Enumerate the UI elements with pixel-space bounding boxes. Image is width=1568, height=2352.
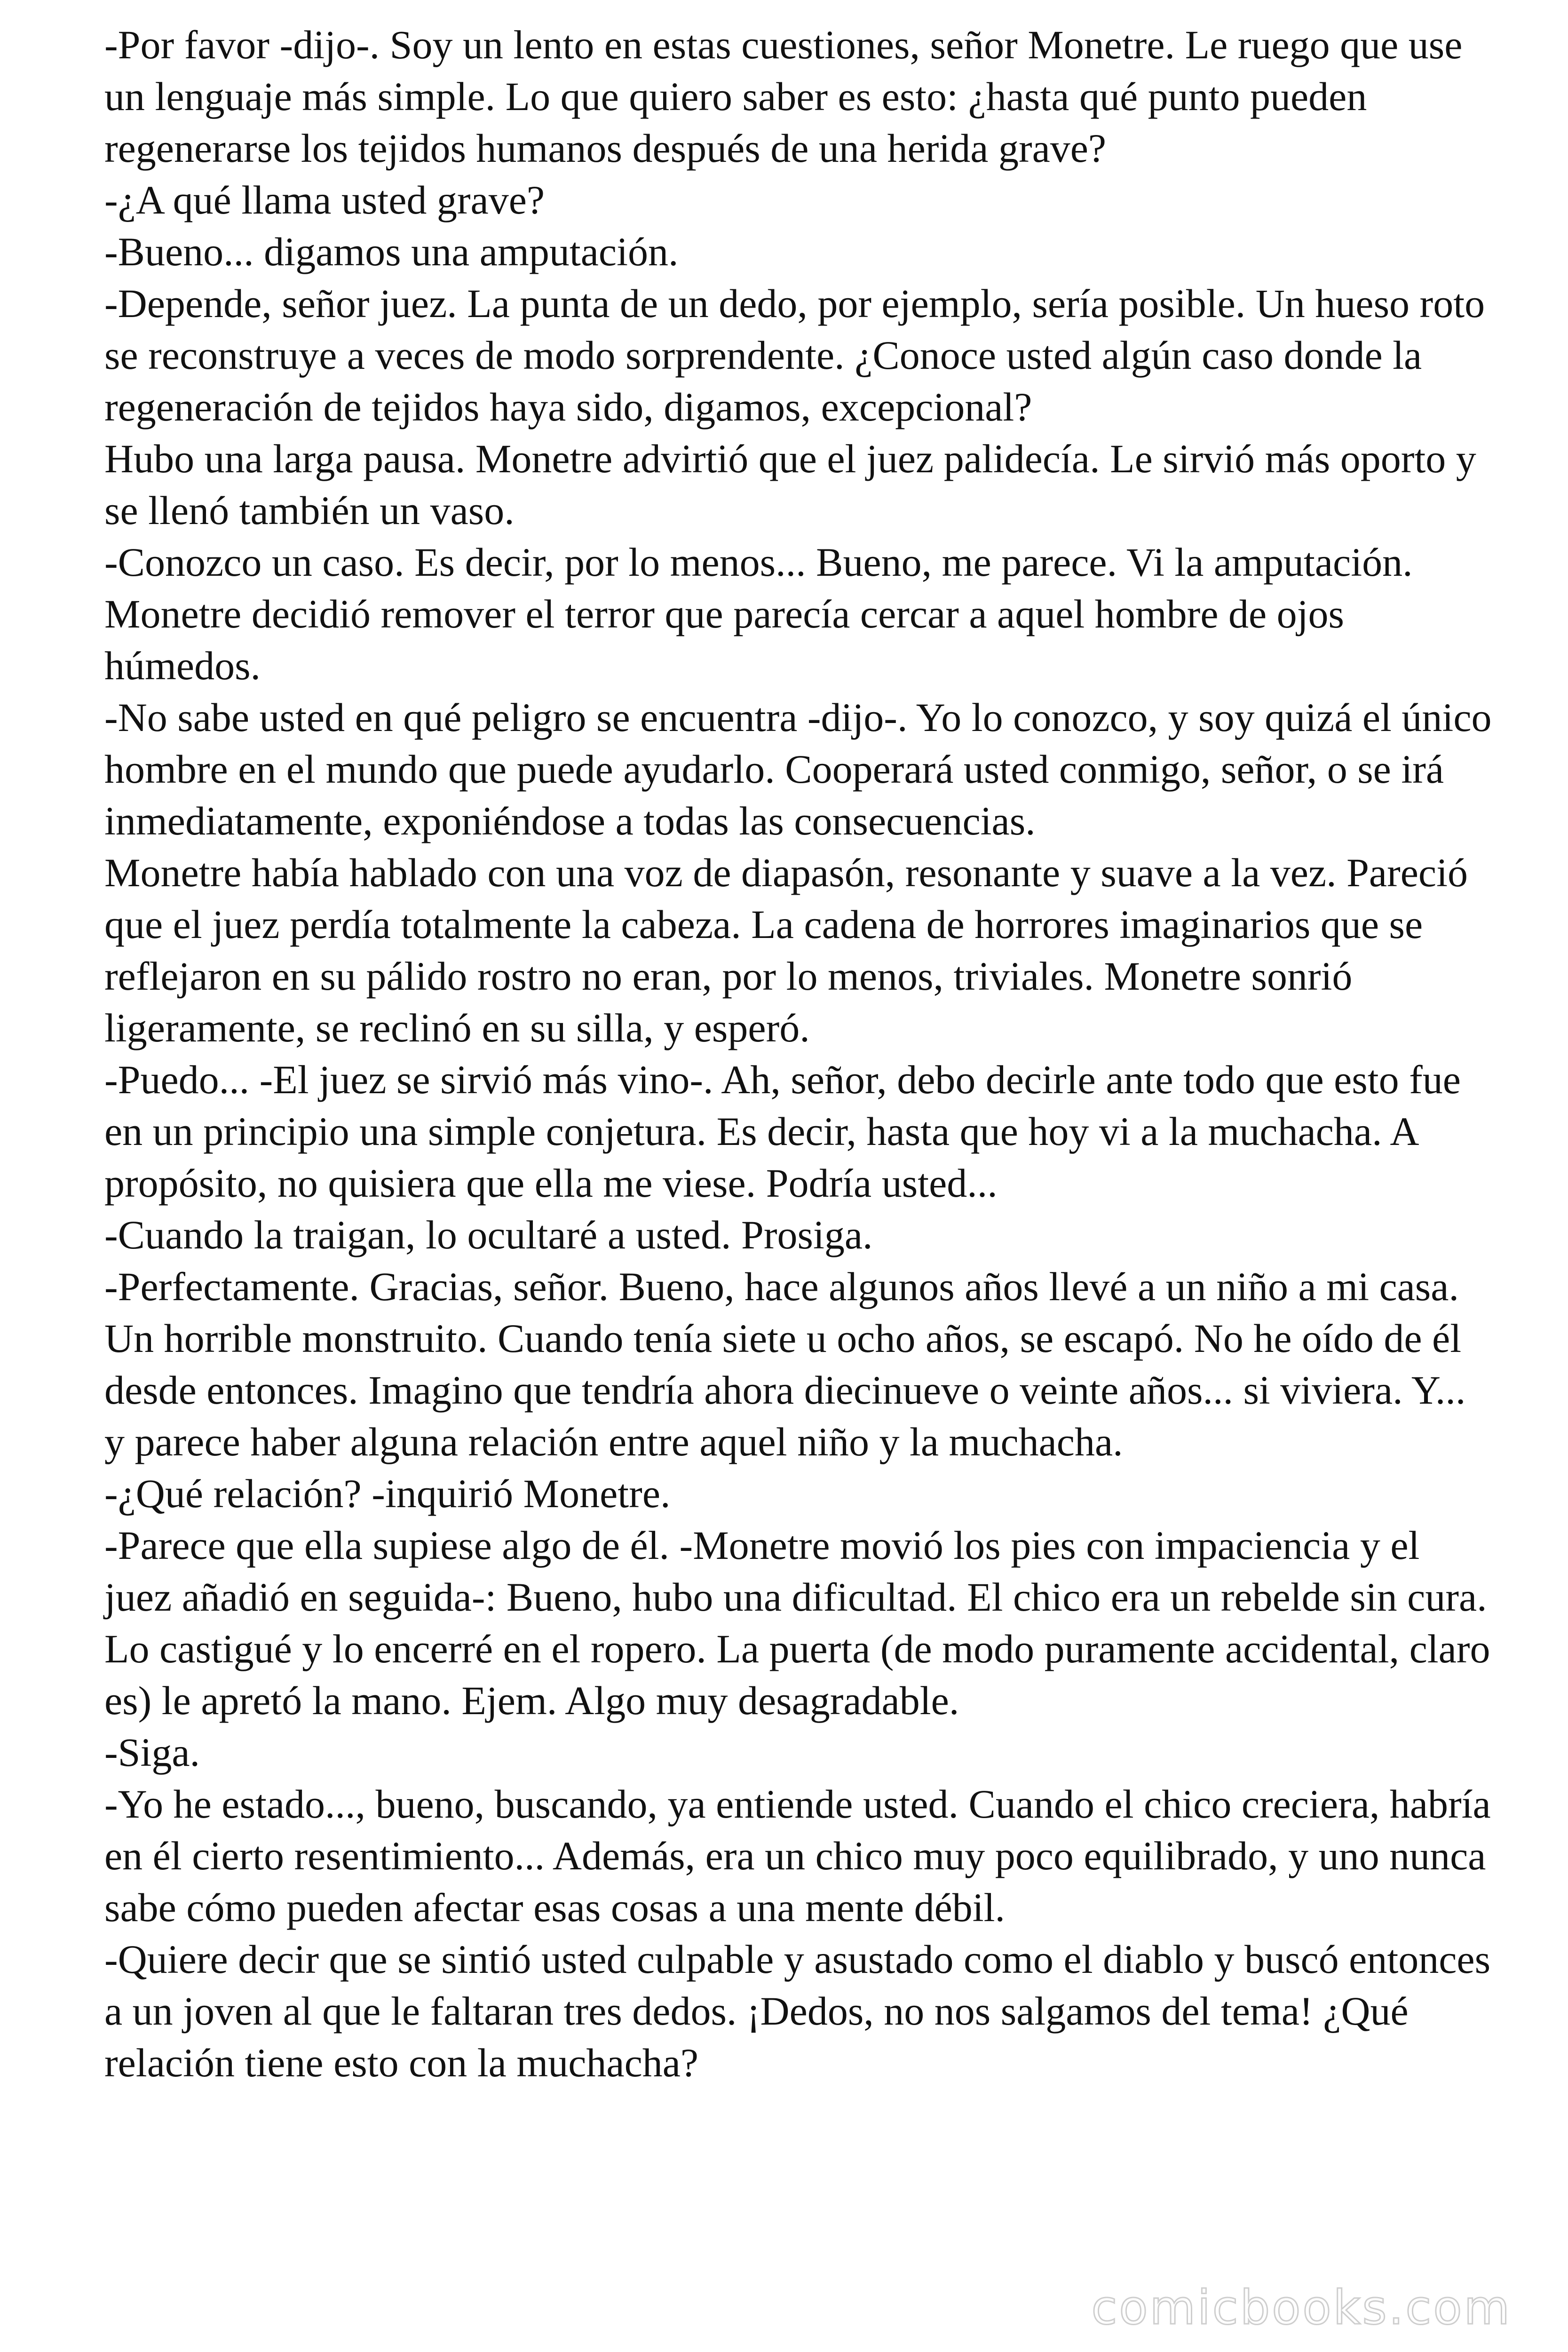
paragraph: Hubo una larga pausa. Monetre advirtió que el juez palidecía. Le sirvió más oporto y se llenó también un vaso. [104,436,1476,533]
watermark: comicbooks.com [1091,2280,1512,2335]
paragraph: Monetre había hablado con una voz de diapasón, resonante y suave a la vez. Pareció que el juez perdía totalmente la cabeza. La cadena de horrores imaginarios que se reflejaron en su pálido rostro no eran, por lo menos, triviales. Monetre sonrió ligeramente, se reclinó en su silla, y esperó. [104,850,1468,1050]
paragraph: -Por favor -dijo-. Soy un lento en estas cuestiones, señor Monetre. Le ruego que use un lenguaje más simple. Lo que quiero saber es esto: ¿hasta qué punto pueden regenerarse los tejidos humanos después de una herida grave? [104,22,1463,171]
paragraph: -Quiere decir que se sintió usted culpable y asustado como el diablo y buscó entonces a un joven al que le faltaran tres dedos. ¡Dedos, no nos salgamos del tema! ¿Qué relación tiene esto con la muchacha? [104,1937,1491,2085]
paragraph: Monetre decidió remover el terror que parecía cercar a aquel hombre de ojos húmedos. [104,591,1345,688]
paragraph: -Depende, señor juez. La punta de un dedo, por ejemplo, sería posible. Un hueso roto se reconstruye a veces de modo sorprendente. ¿Conoce usted algún caso donde la regeneración de tejidos haya sido, digamos, excepcional? [104,281,1485,429]
text-body [104,19,1492,2089]
paragraph: -Siga. [104,1730,200,1775]
paragraph: -Bueno... digamos una amputación. [104,229,679,274]
paragraph: -Puedo... -El juez se sirvió más vino-. Ah, señor, debo decirle ante todo que esto fue en un principio una simple conjetura. Es decir, hasta que hoy vi a la muchacha. A propósito, no quisiera que ella me viese. Podría usted... [104,1057,1461,1206]
paragraph: -No sabe usted en qué peligro se encuentra -dijo-. Yo lo conozco, y soy quizá el único hombre en el mundo que puede ayudarlo. Cooperará usted conmigo, señor, o se irá inmediatamente, exponiéndose a todas las consecuencias. [104,695,1492,843]
paragraph: -¿A qué llama usted grave? [104,177,545,222]
paragraph: -Yo he estado..., bueno, buscando, ya entiende usted. Cuando el chico creciera, habría en él cierto resentimiento... Además, era un chico muy poco equilibrado, y uno nunca sabe cómo pueden afectar esas cosas a una mente débil. [104,1781,1491,1930]
paragraph: -¿Qué relación? -inquirió Monetre. [104,1471,671,1516]
paragraph: -Cuando la traigan, lo ocultaré a usted. Prosiga. [104,1212,873,1257]
paragraph: -Parece que ella supiese algo de él. -Monetre movió los pies con impaciencia y el juez añadió en seguida-: Bueno, hubo una dificultad. El chico era un rebelde sin cura. Lo castigué y lo encerré en el ropero. La puerta (de modo puramente accidental, claro es) le apretó la mano. Ejem. Algo muy desagradable. [104,1523,1490,1723]
paragraph: -Perfectamente. Gracias, señor. Bueno, hace algunos años llevé a un niño a mi casa. Un horrible monstruito. Cuando tenía siete u ocho años, se escapó. No he oído de él desde entonces. Imagino que tendría ahora diecinueve o veinte años... si viviera. Y... y parece haber alguna relación entre aquel niño y la muchacha. [104,1264,1466,1464]
paragraph: -Conozco un caso. Es decir, por lo menos... Bueno, me parece. Vi la amputación. [104,540,1413,585]
